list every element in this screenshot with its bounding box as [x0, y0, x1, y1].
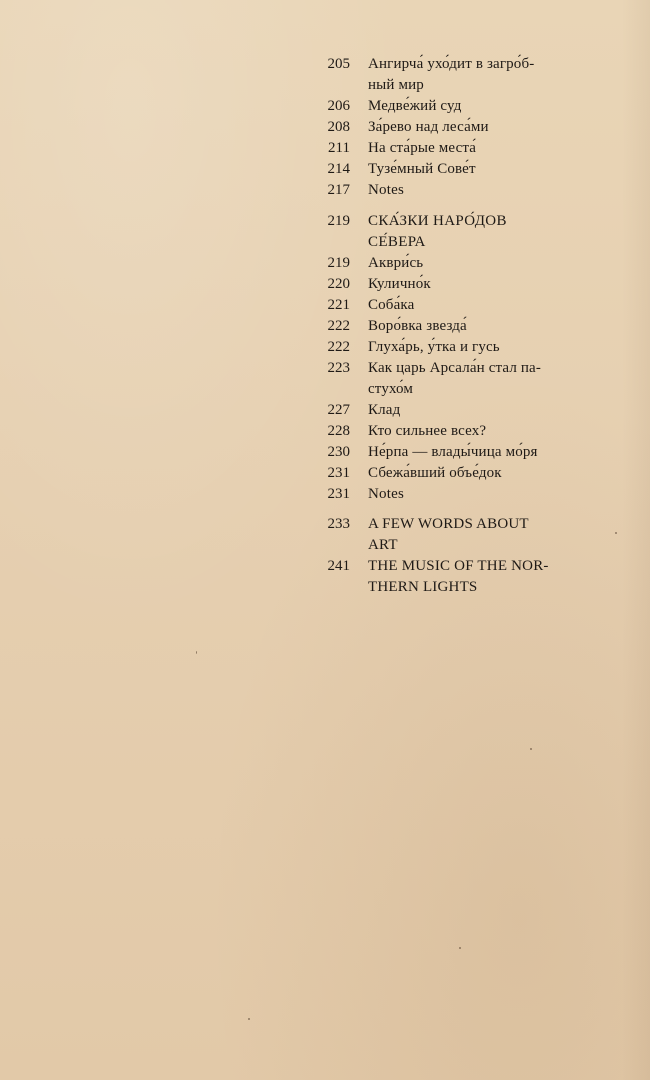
page-number: 231 — [327, 465, 350, 481]
toc-entry — [316, 117, 616, 138]
page-number: 241 — [327, 558, 350, 574]
entry-title: Соба́ка — [368, 297, 415, 313]
entry-title: Акври́сь — [368, 255, 424, 271]
entry-title: Воро́вка звезда́ — [368, 318, 467, 334]
page-number: 223 — [327, 360, 350, 376]
page-number: 233 — [327, 516, 350, 532]
toc-entry — [316, 96, 616, 117]
toc-entry — [316, 358, 616, 400]
toc-entry — [316, 159, 616, 180]
entry-title: Тузе́мный Сове́т — [368, 161, 476, 177]
page-edge-shadow — [622, 0, 650, 1080]
page-number: 217 — [327, 182, 350, 198]
toc-entry — [316, 253, 616, 274]
page-number: 228 — [327, 423, 350, 439]
toc-entry — [316, 54, 616, 96]
entry-title: За́рево над леса́ми — [368, 119, 489, 135]
paper-speck — [196, 651, 197, 654]
entry-title: Глуха́рь, у́тка и гусь — [368, 339, 500, 355]
page-number: 219 — [327, 213, 350, 229]
paper-speck — [248, 1018, 250, 1020]
entry-title: Кто сильнее всех? — [368, 423, 487, 439]
toc-entry — [316, 180, 616, 201]
entry-title: Клад — [368, 402, 401, 418]
page-number: 230 — [327, 444, 350, 460]
toc-entry — [316, 138, 616, 159]
page-number: 208 — [327, 119, 350, 135]
page-number: 227 — [327, 402, 350, 418]
entry-title: Notes — [368, 486, 404, 502]
toc-entry — [316, 295, 616, 316]
entry-title: На ста́рые места́ — [368, 140, 477, 156]
entry-title: Кулично́к — [368, 276, 431, 292]
page-number: 214 — [327, 161, 350, 177]
page-number: 206 — [327, 98, 350, 114]
page-number: 222 — [327, 318, 350, 334]
entry-title: Notes — [368, 182, 404, 198]
entry-title: Не́рпа — влады́чица мо́ря — [368, 444, 538, 460]
section-title: СКА́ЗКИ НАРО́ДОВ СЕ́ВЕРА — [368, 213, 507, 250]
toc-entry — [316, 316, 616, 337]
section-title: THE MUSIC OF THE NOR- THERN LIGHTS — [368, 558, 549, 595]
toc-section-entry — [316, 556, 616, 598]
page-number: 219 — [327, 255, 350, 271]
page-number: 221 — [327, 297, 350, 313]
entry-title: Ангирча́ ухо́дит в загро́б- ный мир — [368, 56, 535, 93]
page-number: 205 — [327, 56, 350, 72]
page-number: 220 — [327, 276, 350, 292]
toc-entry — [316, 442, 616, 463]
toc-entry — [316, 337, 616, 358]
page-number: 222 — [327, 339, 350, 355]
toc-entry — [316, 274, 616, 295]
table-of-contents — [316, 54, 616, 598]
toc-entry — [316, 484, 616, 505]
paper-speck — [459, 947, 461, 949]
toc-section-entry — [316, 211, 616, 253]
toc-entry — [316, 463, 616, 484]
toc-entry — [316, 400, 616, 421]
paper-speck — [530, 748, 532, 750]
entry-title: Медве́жий суд — [368, 98, 462, 114]
entry-title: Как царь Арсала́н стал па- стухо́м — [368, 360, 542, 397]
toc-entry — [316, 421, 616, 442]
toc-section-entry — [316, 514, 616, 556]
section-title: A FEW WORDS ABOUT ART — [368, 516, 529, 553]
page-number: 211 — [328, 140, 350, 156]
entry-title: Сбежа́вший объе́док — [368, 465, 502, 481]
page-number: 231 — [327, 486, 350, 502]
